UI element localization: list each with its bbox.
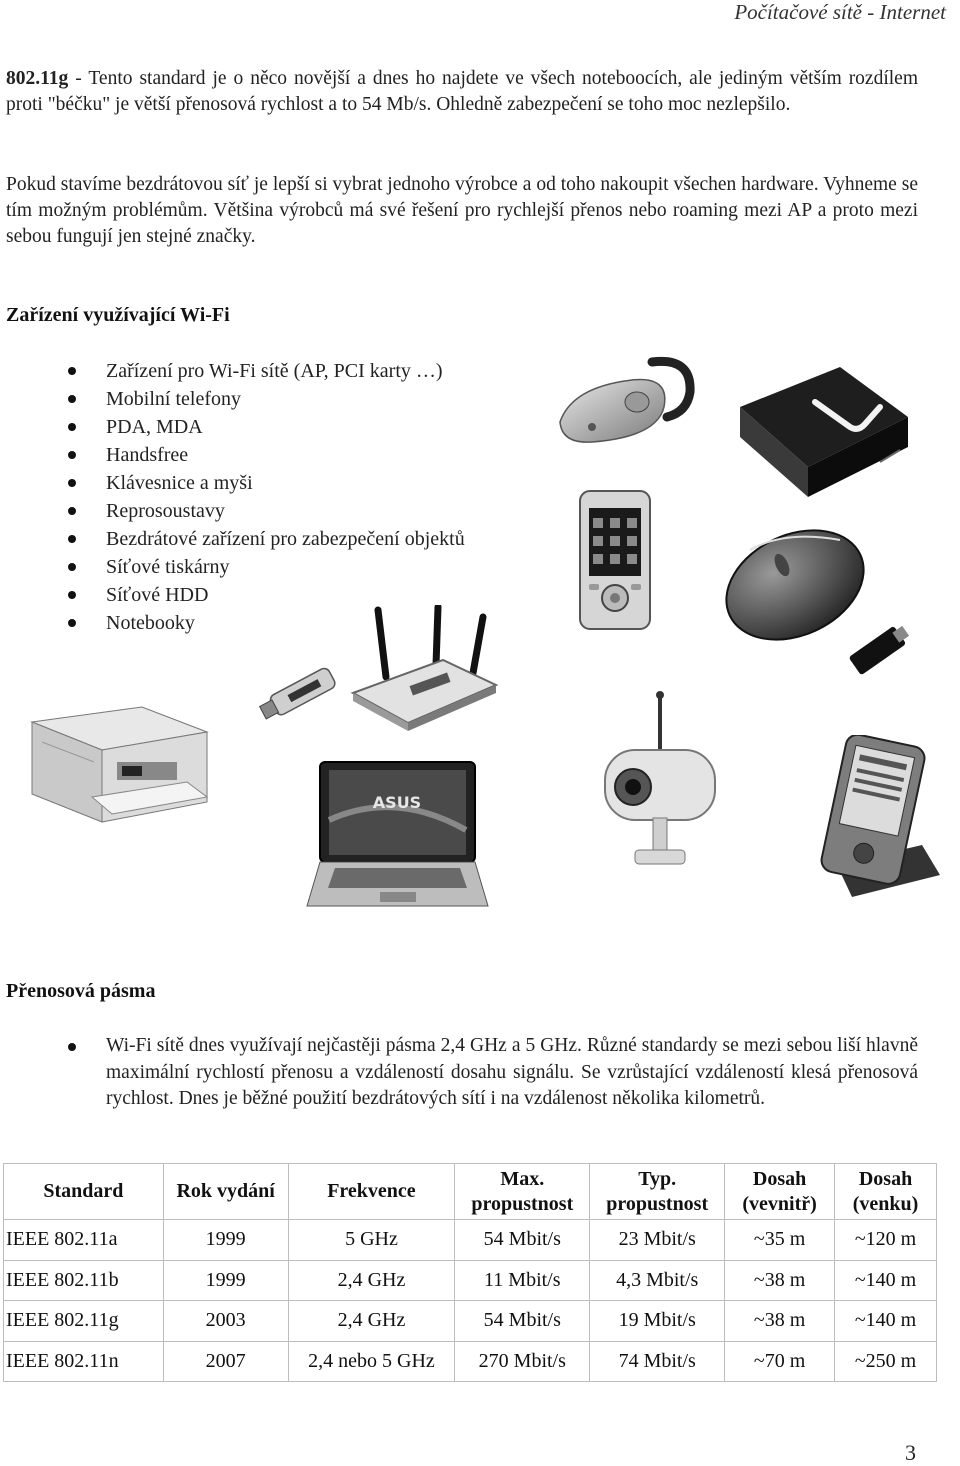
svg-text:ASUS: ASUS xyxy=(372,793,422,812)
bullet-icon xyxy=(68,535,76,543)
bullet-icon xyxy=(68,563,76,571)
table-cell: 1999 xyxy=(163,1220,288,1261)
table-row xyxy=(4,1301,937,1342)
table-cell: ~35 m xyxy=(725,1220,835,1261)
devices-heading: Zařízení využívající Wi-Fi xyxy=(6,304,230,326)
table-cell: ~250 m xyxy=(835,1341,937,1382)
list-item: Bezdrátové zařízení pro zabezpečení objektů xyxy=(68,525,465,553)
table-cell: 11 Mbit/s xyxy=(455,1260,590,1301)
bullet-icon xyxy=(68,451,76,459)
bands-heading: Přenosová pásma xyxy=(6,980,156,1002)
table-cell: 54 Mbit/s xyxy=(455,1220,590,1261)
table-cell: 2,4 nebo 5 GHz xyxy=(288,1341,455,1382)
ip-camera-image xyxy=(595,690,725,875)
list-item: Handsfree xyxy=(68,441,465,469)
bullet-icon xyxy=(68,619,76,627)
intro-text: - Tento standard je o něco novější a dnes ho najdete ve všech noteboocích, ale jediným větším rozdílem proti "béčku" je větší přenosová rychlost a to 54 Mb/s. Ohledně zabezpečení se toho moc nezlepšilo. xyxy=(6,68,918,115)
column-header: Max. propustnost xyxy=(455,1164,590,1220)
table-cell: 2007 xyxy=(163,1341,288,1382)
table-cell: ~70 m xyxy=(725,1341,835,1382)
wifi-standards-table xyxy=(3,1163,937,1382)
table-cell: 5 GHz xyxy=(288,1220,455,1261)
standard-term: 802.11g xyxy=(6,68,69,89)
table-row xyxy=(4,1260,937,1301)
table-cell: 54 Mbit/s xyxy=(455,1301,590,1342)
usb-wifi-adapter-image xyxy=(258,660,343,726)
column-header: Frekvence xyxy=(288,1164,455,1220)
intro-paragraph-80211g xyxy=(6,66,918,118)
page-header xyxy=(734,0,946,25)
list-item: Notebooky xyxy=(68,609,465,637)
list-item: Reprosoustavy xyxy=(68,497,465,525)
network-printer-image xyxy=(22,702,214,834)
table-cell: IEEE 802.11g xyxy=(4,1301,164,1342)
table-cell: 23 Mbit/s xyxy=(590,1220,725,1261)
column-header: Standard xyxy=(4,1164,164,1220)
wifi-router-image xyxy=(348,605,498,733)
list-item: Zařízení pro Wi-Fi sítě (AP, PCI karty …) xyxy=(68,357,465,385)
bullet-icon xyxy=(68,367,76,375)
table-cell: IEEE 802.11b xyxy=(4,1260,164,1301)
table-cell: 1999 xyxy=(163,1260,288,1301)
table-cell: 4,3 Mbit/s xyxy=(590,1260,725,1301)
wireless-mouse-image xyxy=(710,520,915,680)
devices-list xyxy=(68,357,465,637)
bullet-icon xyxy=(68,479,76,487)
bands-text: Wi-Fi sítě dnes využívají nejčastěji pásma 2,4 GHz a 5 GHz. Různé standardy se mezi sebou liší hlavně maximální rychlostí přenosu a vzdáleností dosahu signálu. Se vzrůstající vzdáleností klesá přenosová rychlost. Dnes je běžné použití bezdrátových sítí i na vzdálenost několika kilometrů. xyxy=(106,1035,918,1109)
pda-image xyxy=(812,735,942,900)
table-cell: ~38 m xyxy=(725,1260,835,1301)
list-item: PDA, MDA xyxy=(68,413,465,441)
header-separator: - xyxy=(862,0,880,24)
bullet-icon xyxy=(68,423,76,431)
column-header: Dosah (vevnitř) xyxy=(725,1164,835,1220)
table-cell: IEEE 802.11n xyxy=(4,1341,164,1382)
page-number: 3 xyxy=(905,1440,916,1465)
column-header: Typ. propustnost xyxy=(590,1164,725,1220)
list-item: Mobilní telefony xyxy=(68,385,465,413)
table-cell: 74 Mbit/s xyxy=(590,1341,725,1382)
table-cell: 19 Mbit/s xyxy=(590,1301,725,1342)
bullet-icon xyxy=(68,591,76,599)
table-row xyxy=(4,1341,937,1382)
header-subtitle: Internet xyxy=(879,0,946,24)
table-cell: 2,4 GHz xyxy=(288,1301,455,1342)
table-cell: 270 Mbit/s xyxy=(455,1341,590,1382)
bluetooth-headset-image xyxy=(552,352,702,452)
bullet-icon xyxy=(68,395,76,403)
laptop-image xyxy=(305,760,490,910)
intro-paragraph-vendor: Pokud stavíme bezdrátovou síť je lepší si vybrat jednoho výrobce a od toho nakoupit všechen hardware. Vyhneme se tím možným problémům. Většina výrobců má své řešení pro rychlejší přenos nebo roaming mezi AP a proto mezi sebou fungují jen stejné značky. xyxy=(6,174,918,247)
mobile-phone-image xyxy=(577,488,657,636)
list-item: Síťové tiskárny xyxy=(68,553,465,581)
network-hdd-image xyxy=(730,362,912,500)
table-header-row xyxy=(4,1164,937,1220)
bands-paragraph xyxy=(68,1033,918,1113)
table-cell: 2,4 GHz xyxy=(288,1260,455,1301)
table-cell: ~140 m xyxy=(835,1260,937,1301)
column-header: Dosah (venku) xyxy=(835,1164,937,1220)
table-row xyxy=(4,1220,937,1261)
column-header: Rok vydání xyxy=(163,1164,288,1220)
table-cell: ~38 m xyxy=(725,1301,835,1342)
list-item: Klávesnice a myši xyxy=(68,469,465,497)
table-cell: IEEE 802.11a xyxy=(4,1220,164,1261)
list-item: Síťové HDD xyxy=(68,581,465,609)
header-title: Počítačové sítě xyxy=(734,0,863,24)
table-cell: 2003 xyxy=(163,1301,288,1342)
table-cell: ~140 m xyxy=(835,1301,937,1342)
bullet-icon xyxy=(68,507,76,515)
table-cell: ~120 m xyxy=(835,1220,937,1261)
bullet-icon xyxy=(68,1043,76,1051)
